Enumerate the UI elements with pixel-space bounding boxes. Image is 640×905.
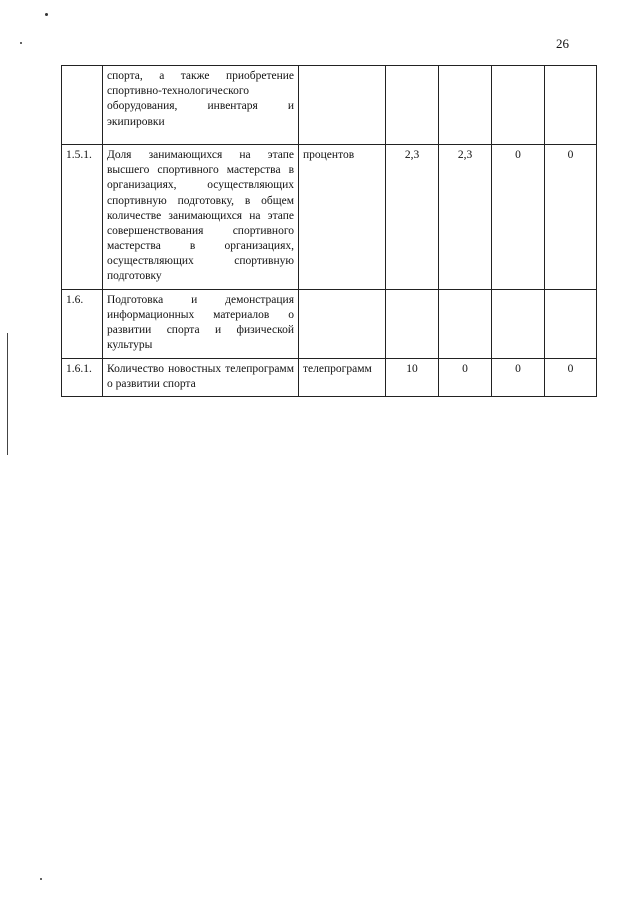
value-cell: 0 [439,358,492,396]
row-number-cell: 1.6. [62,289,103,358]
value-cell [492,66,545,145]
unit-cell: процентов [299,145,386,290]
row-number-cell: 1.5.1. [62,145,103,290]
table-row [62,145,597,290]
value-cell [439,66,492,145]
scan-mark-dot [45,13,48,16]
value-cell: 0 [492,145,545,290]
unit-cell [299,289,386,358]
table-row [62,358,597,396]
value-cell [545,289,597,358]
scan-margin-line [7,333,8,455]
value-cell: 2,3 [439,145,492,290]
scan-mark-dot [20,42,22,44]
page-number: 26 [556,36,569,51]
value-cell [386,66,439,145]
table-row [62,289,597,358]
indicator-text-cell: Доля занимающихся на этапе высшего спортивного мастерства в организациях, осуществляющих спортивную подготовку, в общем количестве занимающихся на этапе совершенствования спортивного мастерства в организациях, осуществляющих спортивную подготовку [103,145,299,290]
indicator-text-cell: Количество новостных телепрограмм о развитии спорта [103,358,299,396]
value-cell [386,289,439,358]
unit-cell [299,66,386,145]
indicators-table [61,65,597,397]
table-row [62,66,597,145]
value-cell: 0 [492,358,545,396]
value-cell [492,289,545,358]
value-cell: 0 [545,358,597,396]
indicator-text-cell: Подготовка и демонстрация информационных материалов о развитии спорта и физической культуры [103,289,299,358]
unit-cell: телепрограмм [299,358,386,396]
indicator-text-cell: спорта, а также приобретение спортивно-технологического оборудования, инвентаря и экипировки [103,66,299,145]
value-cell: 10 [386,358,439,396]
value-cell: 0 [545,145,597,290]
row-number-cell: 1.6.1. [62,358,103,396]
scan-mark-dot [40,878,42,880]
value-cell [439,289,492,358]
value-cell: 2,3 [386,145,439,290]
value-cell [545,66,597,145]
row-number-cell [62,66,103,145]
